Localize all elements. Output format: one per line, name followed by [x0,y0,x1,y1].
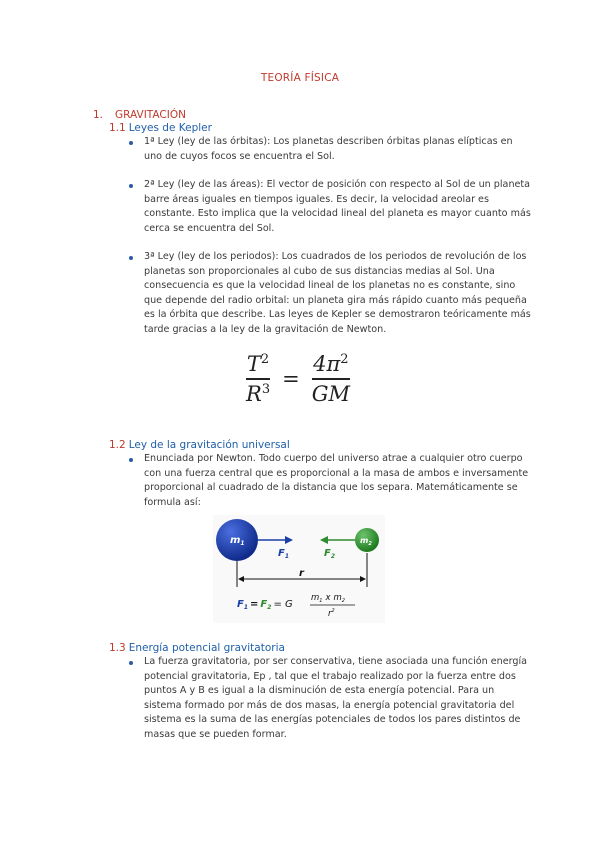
formula-R: R [246,381,262,406]
subsection-label: Leyes de Kepler [128,122,212,134]
formula-equals: = [282,366,300,391]
bullet-gravitacion-universal: Enunciada por Newton. Todo cuerpo del universo atrae a cualquier otro cuerpo con una fuerza central que es proporcional a la masa de ambos e inversamente proporcional al cuadrado de la distancia que los separa. Matemáticamente se formula así: [144,453,529,508]
formula-lhs-fraction [246,352,270,406]
subsection-heading-kepler [109,122,212,134]
formula-4pi: 4π [313,352,341,376]
bullet-icon [129,661,133,665]
section-label: GRAVITACIÓN [115,109,186,121]
distance-arrowhead-right [360,576,366,582]
mass-1-label: $m_1$ [230,535,245,547]
bullet-kepler-3: 3ª Ley (ley de los periodos): Los cuadrados de los periodos de revolución de los planetas son proporcionales al cubo de sus distancias medias al Sol. Una consecuencia es que la velocidad lineal de los planetas no es constante, sino que depende del radio orbital: un planeta gira más rápido cuanto más pequeña es la órbita que describe. Las leyes de Kepler se demostraron teóricamente más tarde gracias a la ley de la gravitación de Newton. [144,251,531,335]
formula-4pi-exp: 2 [340,352,349,367]
document-title: TEORÍA FÍSICA [260,72,340,84]
gravitation-diagram-svg [213,515,385,623]
distance-arrowhead-left [238,576,244,582]
force-1-label: $F_1$ [278,548,290,560]
subsection-label: Energía potencial gravitatoria [128,642,285,654]
bullet-icon [129,256,133,260]
kepler-third-law-formula [246,352,350,406]
bullet-icon [129,184,133,188]
distance-label: r [299,568,304,579]
subsection-number: 1.1 [109,122,126,134]
bullet-energia-potencial: La fuerza gravitatoria, por ser conservativa, tiene asociada una función energía potencial gravitatoria, Ep , tal que el trabajo realizado por la fuerza entre dos puntos A y B es igual a la disminución de esta energía potencial. Para un sistema formado por más de dos masas, la energía potencial gravitatoria del sistema es la suma de las energías potenciales de todos los pares distintos de masas que se pueden formar. [144,656,528,740]
mass-2-label: $m_2$ [360,536,372,547]
formula-T-exp: 2 [260,352,270,367]
force-2-arrowhead [320,536,328,544]
force-2-label: $F_2$ [324,548,336,560]
formula-R-exp: 3 [261,381,271,397]
section-heading-gravitacion [93,109,186,121]
bullet-icon [129,458,133,462]
subsection-number: 1.3 [109,642,126,654]
newton-equation: $F_1 = F_2 = G$ [237,599,293,611]
gravitation-diagram [213,515,385,623]
subsection-heading-gravitacion-universal [109,439,290,451]
force-1-arrowhead [285,536,293,544]
formula-rhs-fraction [312,352,350,406]
formula-T: T [246,352,261,376]
subsection-number: 1.2 [109,439,126,451]
bullet-kepler-2: 2ª Ley (ley de las áreas): El vector de posición con respecto al Sol de un planeta barre áreas iguales en tiempos iguales. Es decir, la velocidad areolar es constante. Esto implica que la velocidad lineal del planeta es mayor cuanto más cerca se encuentra del Sol. [144,179,531,234]
formula-GM: GM [311,381,350,406]
section-number: 1. [93,109,104,121]
bullet-kepler-1: 1ª Ley (ley de las órbitas): Los planetas describen órbitas planas elípticas en uno de cuyos focos se encuentra el Sol. [144,136,513,162]
bullet-icon [129,141,133,145]
newton-equation-denominator: $r^2$ [328,608,335,619]
newton-equation-numerator: $m_1$ x $m_2$ [311,593,345,604]
subsection-heading-energia-potencial [109,642,285,654]
subsection-label: Ley de la gravitación universal [128,439,290,451]
